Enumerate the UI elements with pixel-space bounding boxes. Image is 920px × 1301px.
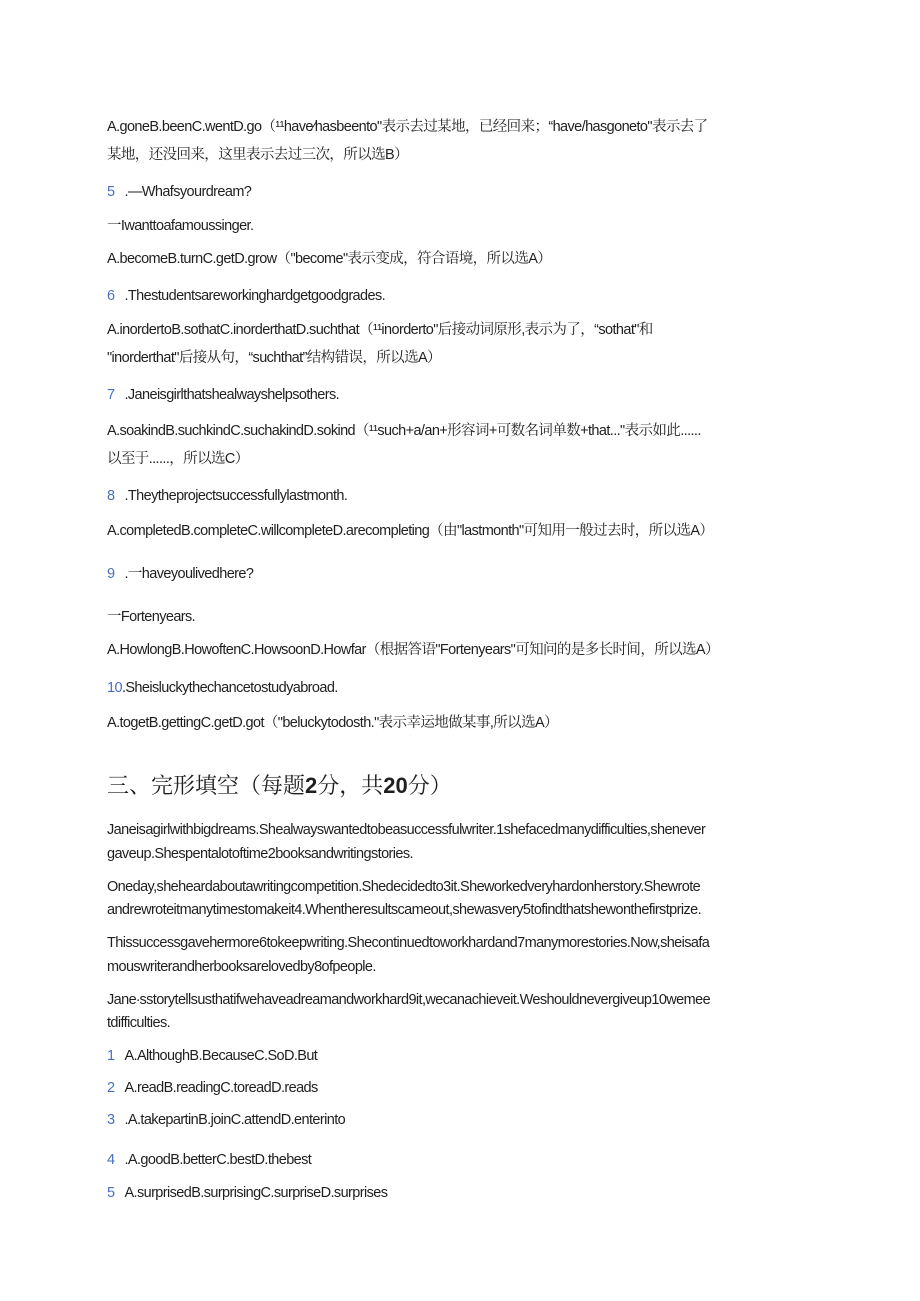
passage-p4-line-1: Jane∙sstorytellsusthatifwehaveadreamandworkhard9it,wecanachieveit.Weshouldnevergiveup10wemee: [107, 992, 711, 1008]
q7-options-line-1: A.soakindB.suchkindC.suchakindD.sokind（¹¹such+a/an+形容词+可数名词单数+that..."表示如此......: [107, 423, 701, 439]
question-text: .Janeisgirlthatshealwayshelpsothers.: [124, 387, 340, 403]
question-5: [107, 182, 807, 202]
section-title-points-each: 2: [305, 773, 318, 798]
cloze-number: 1: [107, 1048, 115, 1064]
passage-p2-line-1: Oneday,sheheardaboutawritingcompetition.Shedecidedto3it.Sheworkedveryhardonherstory.Shewrote: [107, 879, 701, 895]
cloze-item: [107, 1078, 807, 1098]
cloze-item: [107, 1046, 807, 1066]
question-7: [107, 385, 807, 405]
question-number: 6: [107, 288, 115, 304]
q6-options-line-1: A.inordertoB.sothatC.inorderthatD.suchthat（¹¹inorderto"后接动词原形,表示为了，“sothat"和: [107, 322, 653, 338]
q5-reply: 一Iwanttoafamoussinger.: [107, 218, 254, 234]
question-number: 7: [107, 387, 115, 403]
cloze-number: 4: [107, 1152, 115, 1168]
question-number: 8: [107, 488, 115, 504]
question-number: 5: [107, 184, 115, 200]
section-title-part: 分，共: [317, 773, 384, 798]
passage-p1-line-1: Janeisagirlwithbigdreams.Shealwayswantedtobeasuccessfulwriter.1shefacedmanydifficulties,shenever: [107, 822, 706, 838]
cloze-options: .A.takepartinB.joinC.attendD.enterinto: [124, 1112, 346, 1128]
cloze-options: .A.goodB.betterC.bestD.thebest: [124, 1152, 312, 1168]
cloze-number: 3: [107, 1112, 115, 1128]
question-number: 10: [107, 680, 122, 696]
q4-options-line-1: A.goneB.beenC.wentD.go（¹¹have∕hasbeento"表示去过某地，已经回来；“have/hasgoneto"表示去了: [107, 119, 708, 135]
section-title: [107, 770, 452, 802]
question-text: .Thestudentsareworkinghardgetgoodgrades.: [124, 288, 386, 304]
passage-p1-line-2: gaveup.Shespentalotoftime2booksandwritingstories.: [107, 846, 413, 862]
cloze-number: 5: [107, 1185, 115, 1201]
q9-options: A.HowlongB.HowoftenC.HowsoonD.Howfar（根据答语"Fortenyears"可知问的是多长时间，所以选A）: [107, 642, 719, 658]
question-text: .Theytheprojectsuccessfullylastmonth.: [124, 488, 348, 504]
cloze-number: 2: [107, 1080, 115, 1096]
section-title-part: 三、完形填空（每题: [107, 773, 306, 798]
q4-options-line-2: 某地，还没回来，这里表示去过三次，所以选B）: [107, 147, 408, 163]
passage-p4-line-2: tdifficulties.: [107, 1015, 171, 1031]
cloze-options: A.AlthoughB.BecauseC.SoD.But: [124, 1048, 318, 1064]
cloze-options: A.readB.readingC.toreadD.reads: [124, 1080, 318, 1096]
passage-p3-line-2: mouswriterandherbooksarelovedby8ofpeople.: [107, 959, 376, 975]
question-8: [107, 486, 807, 506]
question-10: [107, 678, 807, 698]
cloze-item: [107, 1110, 807, 1130]
question-6: [107, 286, 807, 306]
question-text: .Sheisluckythechancetostudyabroad.: [121, 680, 338, 696]
question-text: .—Whafsyourdream?: [124, 184, 252, 200]
cloze-item: [107, 1150, 807, 1170]
passage-p3-line-1: Thissuccessgavehermore6tokeepwriting.Shecontinuedtoworkhardand7manymorestories.Now,sheisafa: [107, 935, 710, 951]
q5-options: A.becomeB.turnC.getD.grow（"become"表示变成，符合语境，所以选A）: [107, 251, 552, 267]
cloze-options: A.surprisedB.surprisingC.surpriseD.surprises: [124, 1185, 388, 1201]
q10-options: A.togetB.gettingC.getD.got（"beluckytodosth."表示幸运地做某事,所以选A）: [107, 715, 558, 731]
section-title-part: 分）: [407, 773, 452, 798]
q9-reply: 一Fortenyears.: [107, 609, 196, 625]
passage-p2-line-2: andrewroteitmanytimestomakeit4.Whentheresultscameout,shewasvery5tofindthatshewonthefirstprize.: [107, 902, 701, 918]
question-number: 9: [107, 566, 115, 582]
section-title-points-total: 20: [383, 773, 408, 798]
question-text: .一haveyoulivedhere?: [124, 566, 254, 582]
cloze-item: [107, 1183, 807, 1203]
q8-options: A.completedB.completeC.willcompleteD.arecompleting（由"lastmonth"可知用一般过去时，所以选A）: [107, 523, 714, 539]
q7-options-line-2: 以至于......，所以选C）: [107, 451, 249, 467]
question-9: [107, 564, 807, 584]
q6-options-line-2: "inorderthat"后接从句，“suchthat”结构错误，所以选A）: [107, 350, 441, 366]
